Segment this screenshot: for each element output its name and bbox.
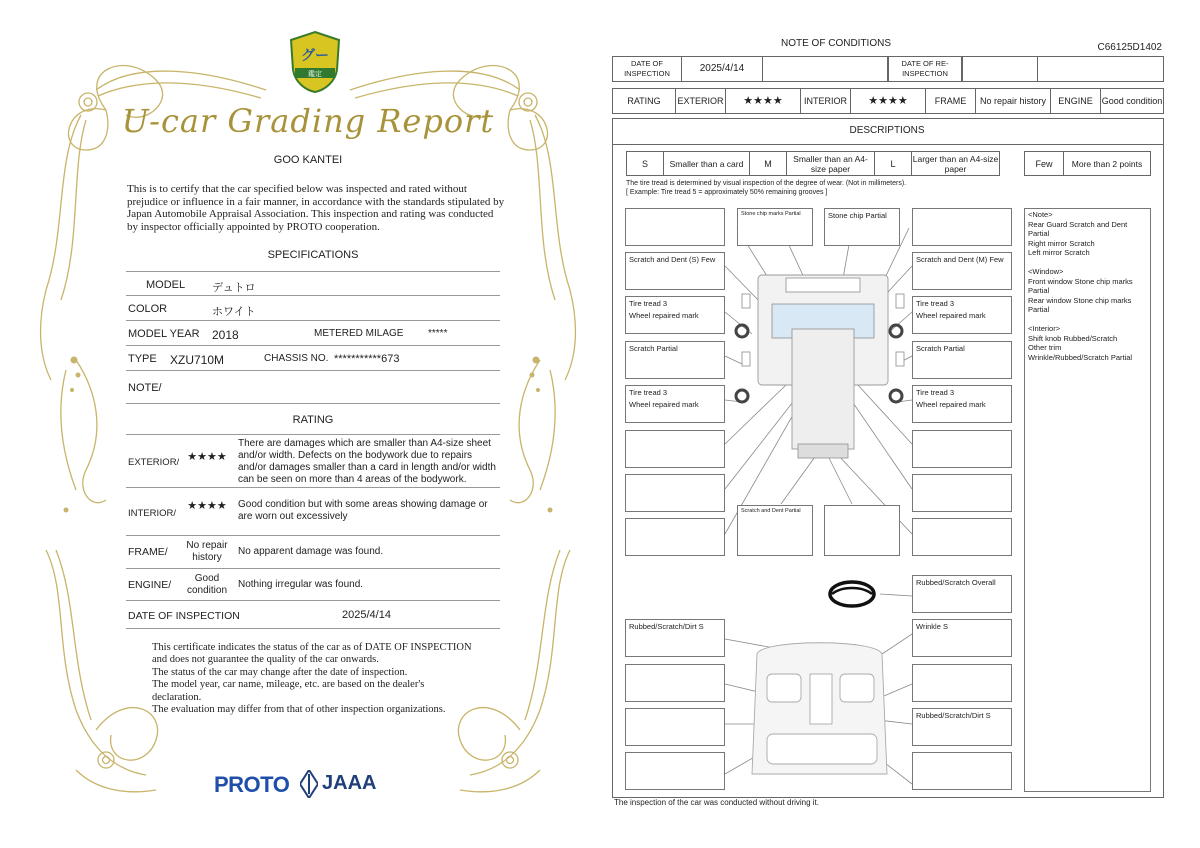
- spec-row-model: [126, 271, 500, 296]
- type-label: TYPE: [128, 353, 157, 365]
- model-value: デュトロ: [212, 282, 256, 294]
- note-item: Rear Guard Scratch and Dent Partial: [1028, 219, 1128, 239]
- legend-l-desc: Larger than an A4-size paper: [911, 151, 1000, 176]
- descriptions-divider: [612, 144, 1164, 145]
- disclaimer-line-1: This certificate indicates the status of the car as of DATE OF INSPECTION and does not guarantee the quality of the car onwards.: [152, 642, 472, 666]
- legend-l: L: [874, 151, 912, 176]
- inspection-box-interior-right-2: [912, 664, 1012, 702]
- exterior-description: There are damages which are smaller than A4-size sheet and/or width. Defects on the bodywork due to repairs and/or damages smaller than a card in length and/or width can be seen on more than 4 areas of the bodywork.: [238, 438, 496, 485]
- inspection-box-interior-left-2: [625, 664, 725, 702]
- inspection-box-interior-left-1: Rubbed/Scratch/Dirt S: [625, 619, 725, 657]
- descriptions-heading: DESCRIPTIONS: [849, 125, 925, 136]
- jaaa-logo: JAAA: [322, 772, 377, 794]
- legend-m: M: [749, 151, 787, 176]
- certification-statement: This is to certify that the car specified below was inspected and rated without prejudice or influence in a fair manner, in accordance with the standards stipulated by Japan Automobile Appraisal Association. This inspection and rating was conducted by inspector officially appointed by PROTO cooperation.: [127, 183, 505, 233]
- grading-certificate: [36, 30, 580, 820]
- inspection-box-top-left: [625, 208, 725, 246]
- model-year-value: 2018: [212, 328, 239, 342]
- rating-interior-row: [126, 488, 500, 536]
- inspection-box-right-1: Scratch and Dent (M) Few: [912, 252, 1012, 290]
- note-heading: <Note>: [1028, 210, 1053, 219]
- frame-label: FRAME/: [128, 546, 168, 558]
- goo-kantei-badge-icon: [287, 30, 343, 94]
- inspection-box-left-6: [625, 474, 725, 512]
- interior-description: Good condition but with some areas showing damage or are worn out excessively: [238, 499, 488, 522]
- legend-s-desc: Smaller than a card: [663, 151, 750, 176]
- inspection-box-left-7: [625, 518, 725, 556]
- inspection-box-right-3: Scratch Partial: [912, 341, 1012, 379]
- reinspection-extra-cell: [1037, 56, 1164, 82]
- legend-few: Few: [1024, 151, 1064, 176]
- note-label: NOTE/: [128, 382, 162, 394]
- note-spacer: [1028, 315, 1147, 324]
- note-item: Rear window Stone chip marks Partial: [1028, 295, 1132, 315]
- inspection-footnote: The inspection of the car was conducted without driving it.: [614, 798, 819, 807]
- spec-row-color: [126, 296, 500, 321]
- certificate-disclaimer: [152, 642, 472, 716]
- exterior-stars: ★★★★: [187, 451, 227, 463]
- disclaimer-line-4: The evaluation may differ from that of other inspection organizations.: [152, 704, 446, 716]
- note-of-conditions-sheet: [612, 34, 1164, 810]
- frame-description: No apparent damage was found.: [238, 546, 384, 557]
- inspection-box-right-4: Tire tread 3 Wheel repaired mark: [912, 385, 1012, 423]
- conditions-title: NOTE OF CONDITIONS: [781, 38, 891, 49]
- svg-text:鑑定: 鑑定: [308, 70, 322, 78]
- inspection-box-right-7: [912, 518, 1012, 556]
- note-item: Left mirror Scratch: [1028, 248, 1090, 258]
- date-blank-cell: [762, 56, 888, 82]
- exterior-label: EXTERIOR/: [128, 457, 180, 468]
- inspection-box-left-3: Scratch Partial: [625, 341, 725, 379]
- inspection-box-left-1: Scratch and Dent (S) Few: [625, 252, 725, 290]
- rating-label: RATING: [612, 88, 676, 114]
- inspection-box-top-mid-right: Stone chip Partial: [824, 208, 900, 246]
- disclaimer-line-3: The model year, car name, mileage, etc. are based on the dealer's declaration.: [152, 679, 425, 703]
- document-code: C66125D1402: [1097, 42, 1162, 53]
- frame-value: No repair history: [186, 540, 228, 563]
- report-subtitle: GOO KANTEI: [273, 154, 343, 166]
- proto-logo: PROTO: [214, 772, 290, 797]
- frame-label: FRAME: [925, 88, 976, 114]
- notes-panel: [1024, 208, 1151, 792]
- spec-row-type: [126, 346, 500, 371]
- window-heading: <Window>: [1028, 266, 1064, 276]
- inspection-box-left-4: Tire tread 3 Wheel repaired mark: [625, 385, 725, 423]
- specifications-heading: SPECIFICATIONS: [267, 249, 359, 261]
- interior-stars: ★★★★: [187, 500, 227, 512]
- inspection-date-row: [126, 601, 500, 629]
- interior-label: INTERIOR/: [128, 508, 177, 519]
- chassis-label: CHASSIS NO.: [264, 353, 329, 364]
- legend-few-desc: More than 2 points: [1063, 151, 1151, 176]
- type-value: XZU710M: [170, 353, 225, 367]
- tire-tread-note: [626, 179, 906, 197]
- logo-strip: [214, 768, 414, 798]
- model-label: MODEL: [146, 279, 186, 291]
- inspection-box-right-5: [912, 430, 1012, 468]
- rating-heading: RATING: [292, 414, 334, 426]
- inspection-date-value: 2025/4/14: [342, 609, 391, 621]
- date-of-reinspection-label: DATE OF RE-INSPECTION: [888, 56, 962, 82]
- rating-exterior-row: [126, 434, 500, 488]
- spec-row-year: [126, 321, 500, 346]
- tire-tread-note-1: The tire tread is determined by visual inspection of the degree of wear. (Not in millimeters).: [626, 180, 907, 187]
- engine-value: Good condition: [1100, 88, 1164, 114]
- note-item: Right mirror Scratch: [1028, 238, 1095, 248]
- svg-text:グー: グー: [301, 48, 329, 64]
- inspection-box-bottom-mid: Scratch and Dent Partial: [737, 505, 813, 556]
- reinspection-value-cell: [962, 56, 1038, 82]
- note-item: Wrinkle/Rubbed/Scratch Partial: [1028, 352, 1133, 362]
- color-label: COLOR: [128, 303, 168, 315]
- color-value: ホワイト: [212, 306, 256, 318]
- engine-description: Nothing irregular was found.: [238, 579, 364, 590]
- mileage-value: *****: [428, 328, 448, 339]
- spec-row-note: [126, 371, 500, 404]
- exterior-label: EXTERIOR: [675, 88, 726, 114]
- jaaa-emblem-icon: [300, 770, 318, 798]
- note-item: Shift knob Rubbed/Scratch: [1028, 333, 1118, 343]
- legend-m-desc: Smaller than an A4-size paper: [786, 151, 875, 176]
- inspection-box-top-right: [912, 208, 1012, 246]
- inspection-box-interior-right-3: Rubbed/Scratch/Dirt S: [912, 708, 1012, 746]
- inspection-box-bottom-mid-right: [824, 505, 900, 556]
- inspection-box-steering: Rubbed/Scratch Overall: [912, 575, 1012, 613]
- note-spacer: [1028, 258, 1147, 267]
- interior-label: INTERIOR: [800, 88, 851, 114]
- inspection-box-interior-left-3: [625, 708, 725, 746]
- inspection-box-right-2: Tire tread 3 Wheel repaired mark: [912, 296, 1012, 334]
- model-year-label: MODEL YEAR: [128, 328, 200, 340]
- engine-label: ENGINE: [1050, 88, 1101, 114]
- inspection-box-left-2: Tire tread 3 Wheel repaired mark: [625, 296, 725, 334]
- engine-label: ENGINE/: [128, 579, 172, 591]
- inspection-box-right-6: [912, 474, 1012, 512]
- interior-stars: ★★★★: [850, 88, 926, 114]
- chassis-value: ***********673: [334, 353, 400, 365]
- note-item: Other trim: [1028, 343, 1062, 353]
- date-of-inspection-value: 2025/4/14: [681, 56, 763, 82]
- mileage-label: METERED MILAGE: [314, 328, 404, 339]
- exterior-stars: ★★★★: [725, 88, 801, 114]
- tire-tread-note-2: [ Example: Tire tread 5 = approximately 50% remaining grooves ]: [626, 189, 828, 196]
- report-title: U-car Grading Report: [121, 102, 495, 140]
- inspection-box-top-mid-left: Stone chip marks Partial: [737, 208, 813, 246]
- rating-frame-row: [126, 536, 500, 569]
- inspection-date-label: DATE OF INSPECTION: [128, 610, 240, 622]
- disclaimer-line-2: The status of the car may change after the date of inspection.: [152, 666, 408, 678]
- engine-value: Good condition: [186, 573, 228, 596]
- inspection-box-interior-left-4: [625, 752, 725, 790]
- frame-value: No repair history: [975, 88, 1051, 114]
- inspection-box-interior-right-4: [912, 752, 1012, 790]
- legend-s: S: [626, 151, 664, 176]
- date-of-inspection-label: DATE OF INSPECTION: [612, 56, 682, 82]
- rating-engine-row: [126, 569, 500, 601]
- inspection-box-left-5: [625, 430, 725, 468]
- inspection-box-interior-right-1: Wrinkle S: [912, 619, 1012, 657]
- note-item: Front window Stone chip marks Partial: [1028, 276, 1133, 296]
- interior-heading: <Interior>: [1028, 323, 1061, 333]
